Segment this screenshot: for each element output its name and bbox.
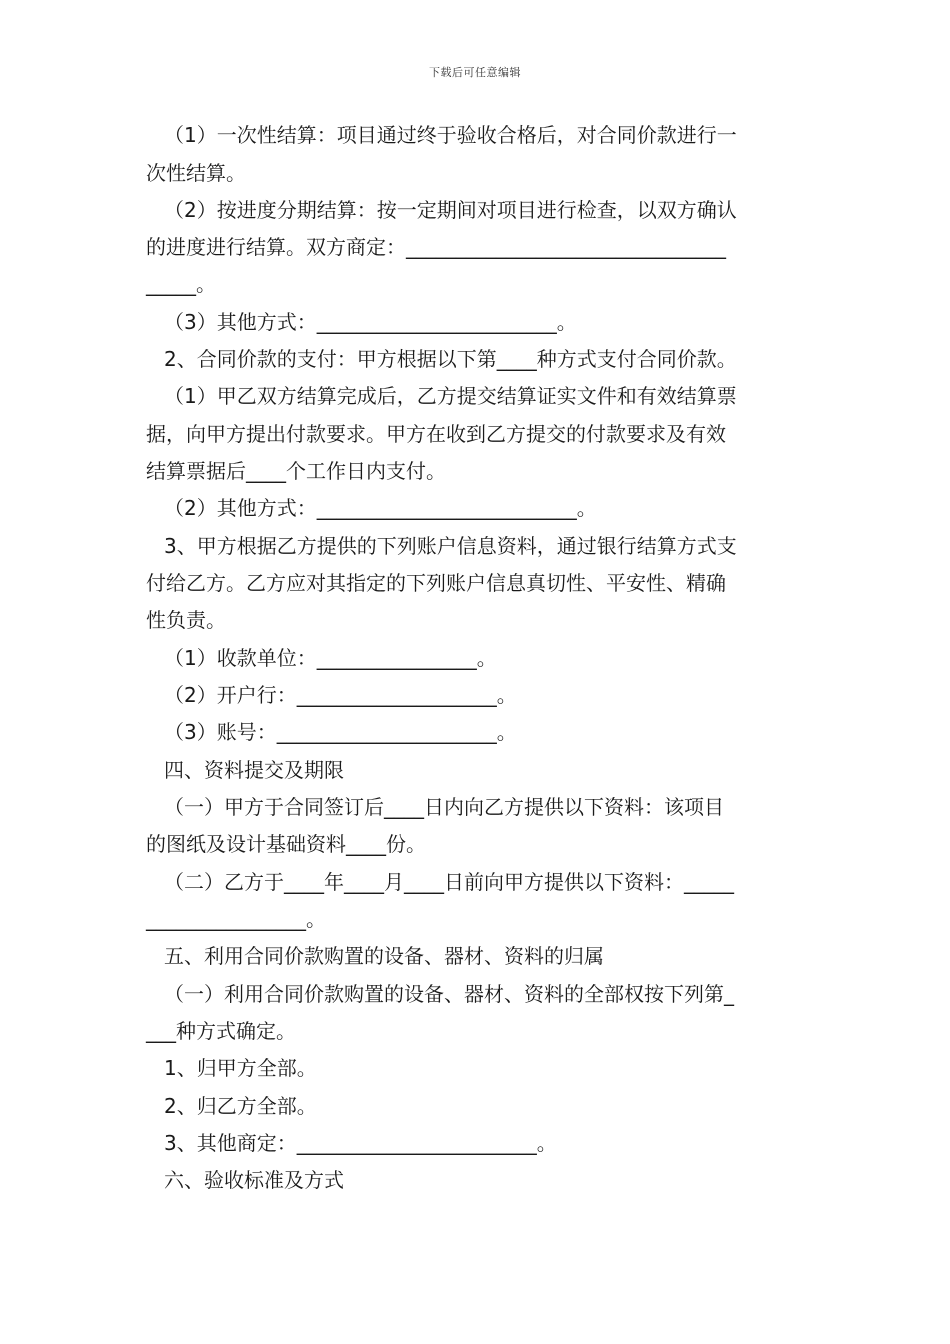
section-2-payment: 2、合同价款的支付：甲方根据以下第____种方式支付合同价款。	[164, 347, 737, 371]
option-3: 3、其他商定：________________________。	[164, 1131, 557, 1155]
text-line: 据，向甲方提出付款要求。甲方在收到乙方提交的付款要求及有效	[146, 422, 726, 446]
text-line: 的进度进行结算。双方商定：________________________________	[146, 235, 726, 259]
text-line: _____。	[146, 272, 216, 296]
text-line: ________________。	[146, 907, 326, 931]
section-heading-materials: 四、资料提交及期限	[164, 758, 344, 782]
clause-1-lump-sum: （1）一次性结算：项目通过终于验收合格后，对合同价款进行一	[164, 123, 737, 147]
section-heading-ownership: 五、利用合同价款购置的设备、器材、资料的归属	[164, 944, 604, 968]
page-header: 下载后可任意编辑	[429, 66, 521, 79]
text-line: 付给乙方。乙方应对其指定的下列账户信息真切性、平安性、精确	[146, 571, 726, 595]
text-line: ___种方式确定。	[146, 1019, 296, 1043]
clause-a-ownership: （一）利用合同价款购置的设备、器材、资料的全部权按下列第_	[164, 982, 734, 1006]
clause-a-party-a: （一）甲方于合同签订后____日内向乙方提供以下资料：该项目	[164, 795, 724, 819]
text-line: 次性结算。	[146, 161, 246, 185]
clause-b-party-b: （二）乙方于____年____月____日前向甲方提供以下资料：_____	[164, 870, 734, 894]
option-2: 2、归乙方全部。	[164, 1094, 317, 1118]
bank-field: （2）开户行：____________________。	[164, 683, 517, 707]
option-1: 1、归甲方全部。	[164, 1056, 317, 1080]
text-line: 的图纸及设计基础资料____份。	[146, 832, 426, 856]
account-field: （3）账号：______________________。	[164, 720, 517, 744]
section-3-account: 3、甲方根据乙方提供的下列账户信息资料，通过银行结算方式支	[164, 534, 737, 558]
section-heading-acceptance: 六、验收标准及方式	[164, 1168, 344, 1192]
text-line: 性负责。	[146, 608, 226, 632]
clause-1-settlement: （1）甲乙双方结算完成后，乙方提交结算证实文件和有效结算票	[164, 384, 737, 408]
clause-2-installment: （2）按进度分期结算：按一定期间对项目进行检查，以双方确认	[164, 198, 737, 222]
clause-3-other: （3）其他方式：________________________。	[164, 310, 577, 334]
payee-field: （1）收款单位：________________。	[164, 646, 497, 670]
clause-2-other: （2）其他方式：__________________________。	[164, 496, 597, 520]
text-line: 结算票据后____个工作日内支付。	[146, 459, 446, 483]
